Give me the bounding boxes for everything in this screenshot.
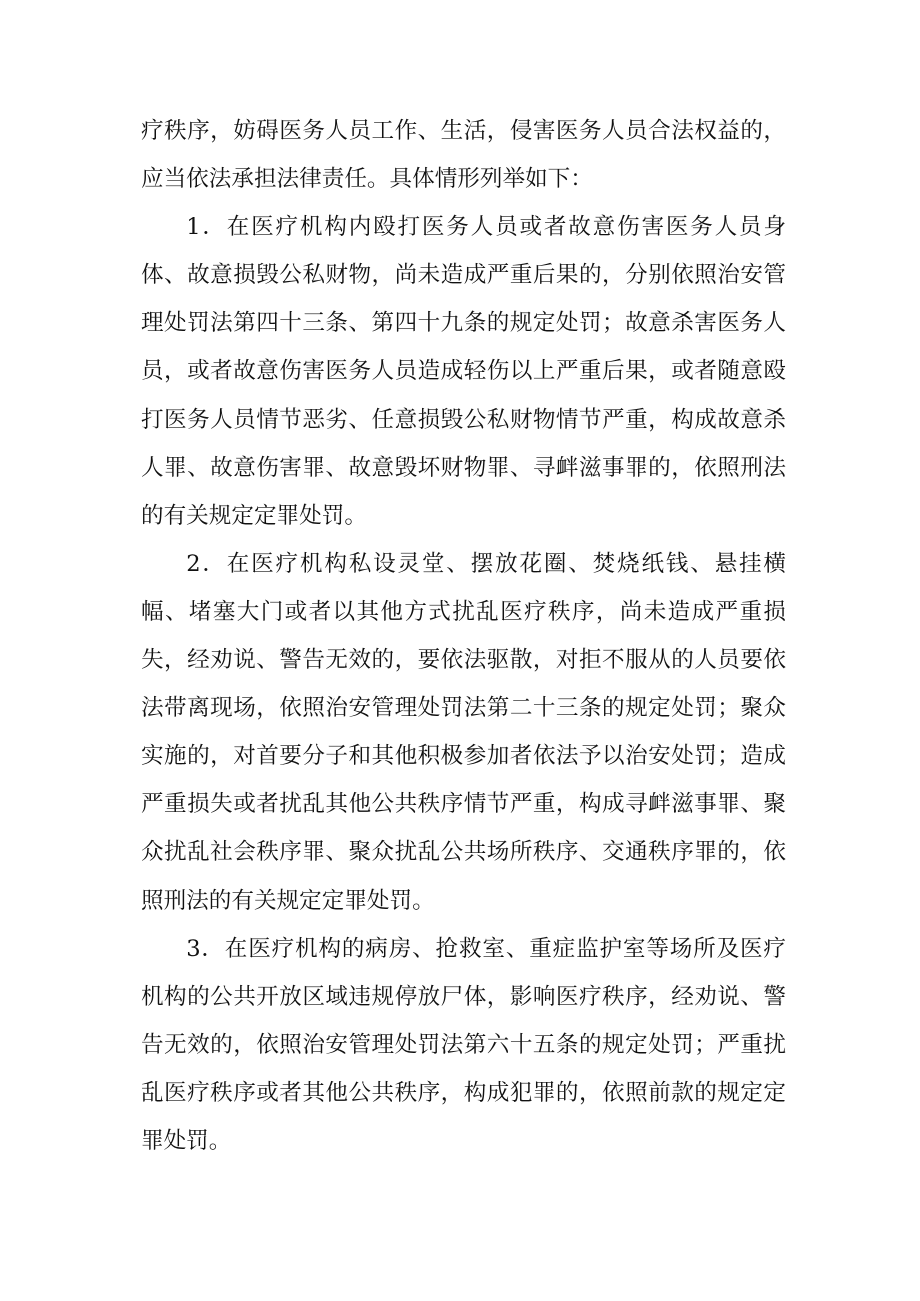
- paragraph-item-3: 3．在医疗机构的病房、抢救室、重症监护室等场所及医疗机构的公共开放区域违规停放尸体，影响医疗秩序，经劝说、警告无效的，依照治安管理处罚法第六十五条的规定处罚；严重扰乱医疗秩序或者其他公共秩序，构成犯罪的，依照前款的规定定罪处罚。: [141, 935, 786, 1154]
- paragraph-item-2: 2．在医疗机构私设灵堂、摆放花圈、焚烧纸钱、悬挂横幅、堵塞大门或者以其他方式扰乱医疗秩序，尚未造成严重损失，经劝说、警告无效的，要依法驱散，对拒不服从的人员要依法带离现场，依照治安管理处罚法第二十三条的规定处罚；聚众实施的，对首要分子和其他积极参加者依法予以治安处罚；造成严重损失或者扰乱其他公共秩序情节严重，构成寻衅滋事罪、聚众扰乱社会秩序罪、聚众扰乱公共场所秩序、交通秩序罪的，依照刑法的有关规定定罪处罚。: [141, 550, 786, 914]
- paragraph-intro: 疗秩序，妨碍医务人员工作、生活，侵害医务人员合法权益的，应当依法承担法律责任。具体情形列举如下：: [141, 118, 786, 193]
- document-body: [141, 107, 786, 1165]
- paragraph-item-1: 1．在医疗机构内殴打医务人员或者故意伤害医务人员身体、故意损毁公私财物，尚未造成严重后果的，分别依照治安管理处罚法第四十三条、第四十九条的规定处罚；故意杀害医务人员，或者故意伤害医务人员造成轻伤以上严重后果，或者随意殴打医务人员情节恶劣、任意损毁公私财物情节严重，构成故意杀人罪、故意伤害罪、故意毁坏财物罪、寻衅滋事罪的，依照刑法的有关规定定罪处罚。: [141, 214, 786, 529]
